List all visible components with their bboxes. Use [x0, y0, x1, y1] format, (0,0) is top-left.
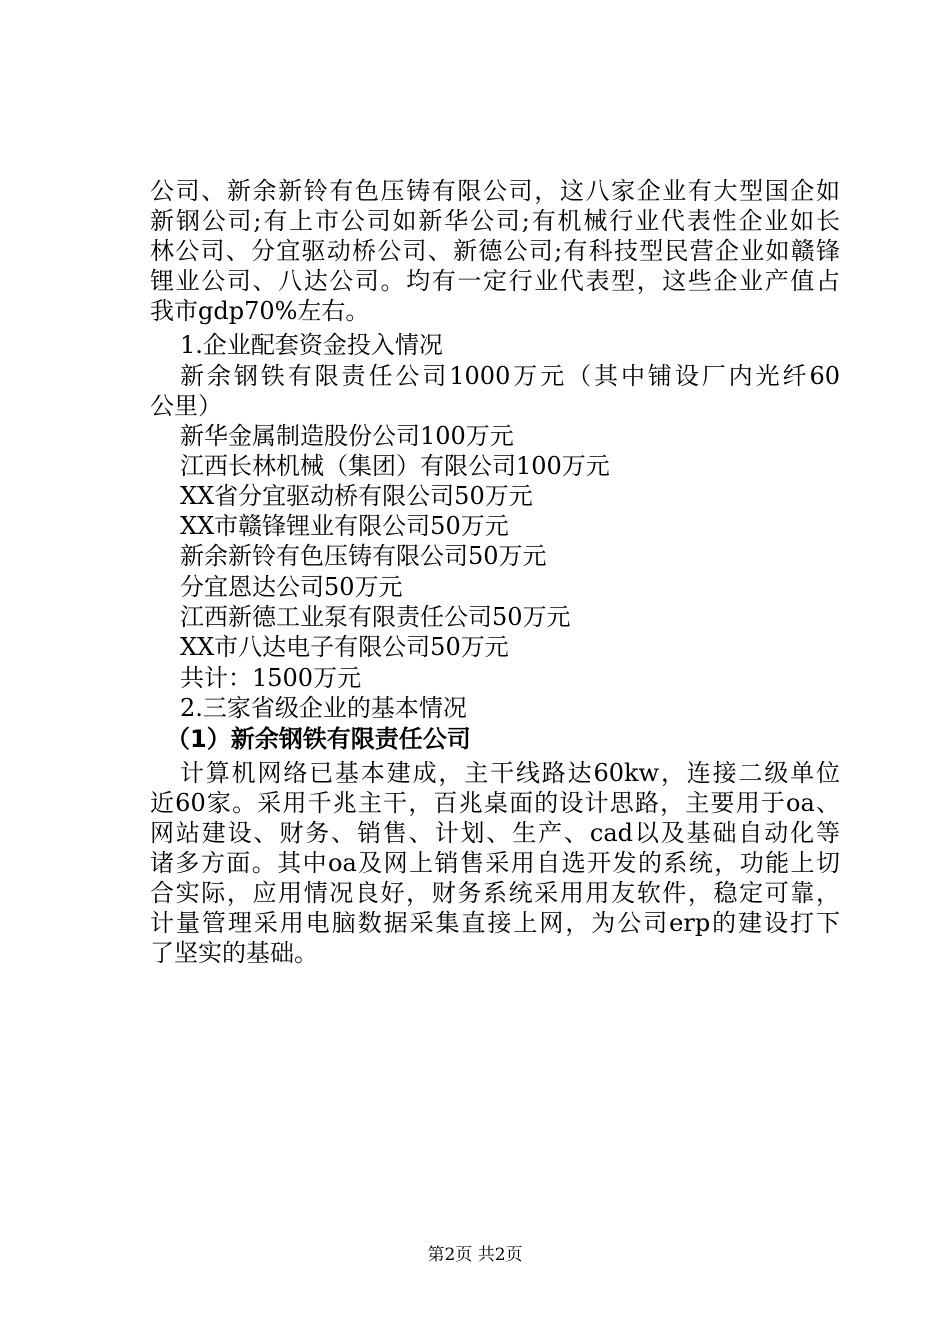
investment-item: 江西长林机械（集团）有限公司100万元: [180, 452, 610, 480]
network-line: 近60家。采用千兆主干，百兆桌面的设计思路，主要用于oa、: [150, 789, 840, 817]
network-line: 计算机网络已基本建成，主干线路达60kw，连接二级单位: [180, 759, 840, 787]
investment-item: 分宜恩达公司50万元: [180, 573, 403, 601]
investment-item: XX省分宜驱动桥有限公司50万元: [180, 482, 533, 510]
network-line: 诸多方面。其中oa及网上销售采用自选开发的系统，功能上切: [150, 849, 840, 877]
investment-total: 共计：1500万元: [180, 664, 362, 692]
intro-line: 林公司、分宜驱动桥公司、新德公司;有科技型民营企业如赣锋: [150, 237, 840, 265]
intro-line: 新钢公司;有上市公司如新华公司;有机械行业代表性企业如长: [150, 207, 840, 235]
subsection-title: （1）新余钢铁有限责任公司: [166, 725, 471, 753]
network-line: 网站建设、财务、销售、计划、生产、cad以及基础自动化等: [150, 819, 840, 847]
intro-line: 我市gdp70%左右。: [150, 297, 370, 325]
investment-item: 江西新德工业泵有限责任公司50万元: [180, 603, 571, 631]
section-title-enterprises: 2.三家省级企业的基本情况: [180, 694, 467, 722]
page-footer: 第2页 共2页: [427, 1245, 523, 1265]
investment-item-continuation: 公里）: [150, 392, 222, 420]
intro-line: 锂业公司、八达公司。均有一定行业代表型，这些企业产值占: [150, 267, 840, 295]
network-line: 了坚实的基础。: [150, 939, 318, 967]
section-title-investment: 1.企业配套资金投入情况: [180, 331, 443, 359]
investment-item: 新余新铃有色压铸有限公司50万元: [180, 542, 547, 570]
investment-item: 新余钢铁有限责任公司1000万元（其中铺设厂内光纤60: [180, 362, 840, 390]
intro-line: 公司、新余新铃有色压铸有限公司，这八家企业有大型国企如: [150, 177, 840, 205]
network-line: 计量管理采用电脑数据采集直接上网，为公司erp的建设打下: [150, 909, 840, 937]
network-line: 合实际，应用情况良好，财务系统采用用友软件，稳定可靠，: [150, 879, 840, 907]
investment-item: 新华金属制造股份公司100万元: [180, 422, 514, 450]
investment-item: XX市赣锋锂业有限公司50万元: [180, 512, 509, 540]
investment-item: XX市八达电子有限公司50万元: [180, 633, 509, 661]
